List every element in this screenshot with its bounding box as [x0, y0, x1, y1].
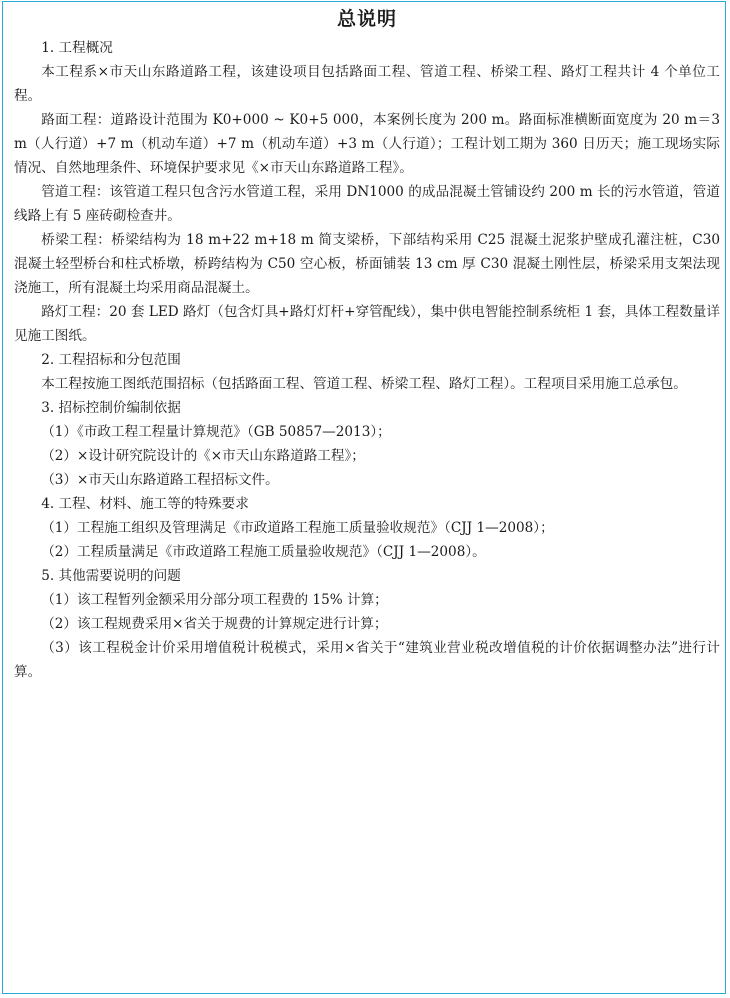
section-4-item: （1）工程施工组织及管理满足《市政道路工程施工质量验收规范》（CJJ 1—2008）； [41, 520, 554, 536]
section-2-heading: 2. 工程招标和分包范围 [41, 352, 181, 368]
document-title: 总说明 [336, 8, 397, 30]
section-5-item: （1）该工程暂列金额采用分部分项工程费的 15% 计算； [41, 592, 388, 608]
section-2-text: 本工程按施工图纸范围招标（包括路面工程、管道工程、桥梁工程、路灯工程）。工程项目采用施工总承包。 [41, 376, 687, 392]
section-3-item: （2）×设计研究院设计的《×市天山东路道路工程》； [41, 448, 365, 464]
section-5-item: （3）该工程税金计价采用增值税计税模式，采用×省关于“建筑业营业税改增值税的计价依据调整办法”进行计算。 [14, 640, 720, 680]
section-3-item: （1）《市政工程工程量计算规范》（GB 50857—2013）； [41, 424, 391, 440]
document-body [14, 6, 720, 684]
section-4-item: （2）工程质量满足《市政道路工程施工质量验收规范》（CJJ 1—2008）。 [41, 544, 486, 560]
section-1-intro: 本工程系×市天山东路道路工程，该建设项目包括路面工程、管道工程、桥梁工程、路灯工程共计 4 个单位工程。 [14, 64, 720, 104]
section-4-heading: 4. 工程、材料、施工等的特殊要求 [41, 496, 249, 512]
section-1-light: 路灯工程：20 套 LED 路灯（包含灯具+路灯灯杆+穿管配线），集中供电智能控制系统柜 1 套，具体工程数量详见施工图纸。 [14, 304, 720, 344]
section-1-road: 路面工程：道路设计范围为 K0+000 ~ K0+5 000，本案例长度为 200 m。路面标准横断面宽度为 20 m＝3 m（人行道）+7 m（机动车道）+7 m（机动车道）+3 m（人行道）；工程计划工期为 360 日历天；施工现场实际情况、自然地理条件、环境保护要求见《×市天山东路道路工程》。 [14, 112, 720, 176]
section-1-bridge: 桥梁工程：桥梁结构为 18 m+22 m+18 m 简支梁桥，下部结构采用 C25 混凝土泥浆护壁成孔灌注桩，C30 混凝土轻型桥台和柱式桥墩，桥跨结构为 C50 空心板，桥面铺装 13 cm 厚 C30 混凝土刚性层，桥梁采用支架法现浇施工，所有混凝土均采用商品混凝土。 [14, 232, 720, 296]
section-1-pipe: 管道工程：该管道工程只包含污水管道工程，采用 DN1000 的成品混凝土管铺设约 200 m 长的污水管道，管道线路上有 5 座砖砌检查井。 [14, 184, 720, 224]
section-3-heading: 3. 招标控制价编制依据 [41, 400, 181, 416]
section-5-item: （2）该工程规费采用×省关于规费的计算规定进行计算； [41, 616, 388, 632]
section-3-item: （3）×市天山东路道路工程招标文件。 [41, 472, 279, 488]
section-1-heading: 1. 工程概况 [41, 40, 113, 56]
section-5-heading: 5. 其他需要说明的问题 [41, 568, 181, 584]
